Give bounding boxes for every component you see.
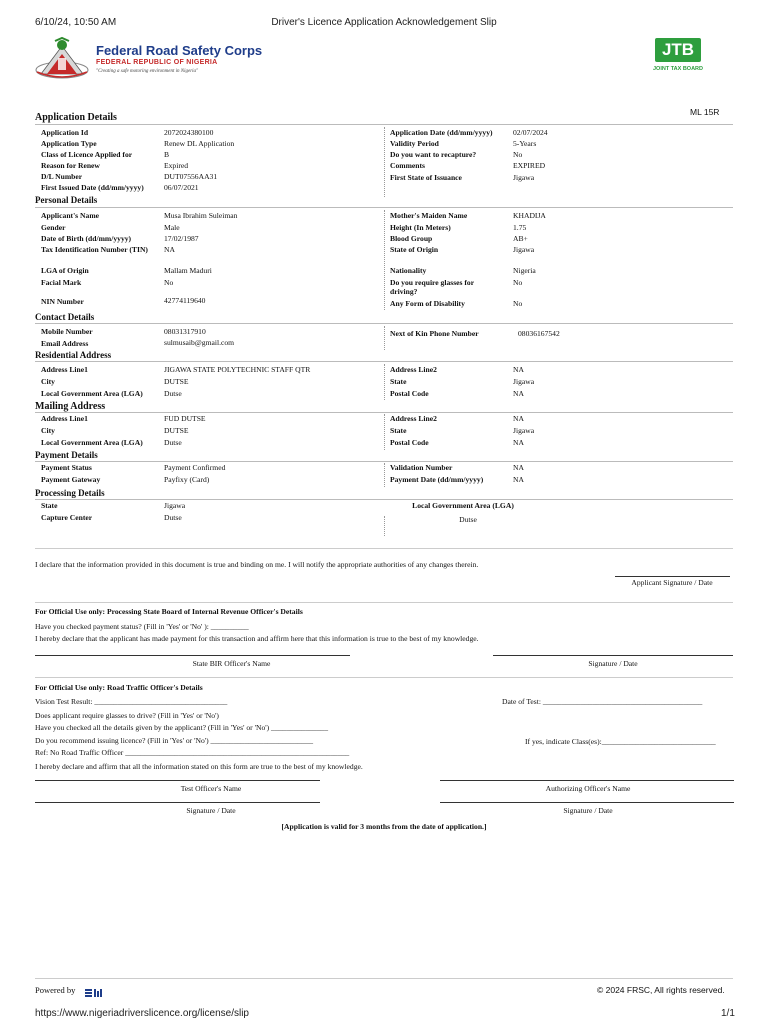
label-res-lga: Local Government Area (LGA) <box>41 389 143 398</box>
value-application-date: 02/07/2024 <box>513 128 548 137</box>
value-next-of-kin: 08036167542 <box>518 329 560 338</box>
value-capture-center: Dutse <box>164 513 182 522</box>
label-first-state: First State of Issuance <box>390 173 462 182</box>
org-name: Federal Road Safety Corps <box>96 43 263 58</box>
value-nin: 42774119640 <box>164 296 206 305</box>
value-licence-class: B <box>164 150 170 159</box>
signature-line <box>615 576 730 577</box>
rto-glasses-question: Does applicant require glasses to drive? (Fill in 'Yes' or 'No') <box>35 711 219 720</box>
label-application-id: Application Id <box>41 128 89 137</box>
divider <box>35 548 733 549</box>
column-separator <box>384 364 385 400</box>
value-res-address1: JIGAWA STATE POLYTECHNIC STAFF QTR <box>164 365 311 374</box>
signature-line <box>35 655 350 656</box>
label-mother-maiden: Mother's Maiden Name <box>390 211 468 220</box>
label-licence-class: Class of Licence Applied for <box>41 150 133 159</box>
value-mother-maiden: KHADIJA <box>513 211 546 220</box>
label-res-state: State <box>390 377 407 386</box>
value-mail-address1: FUD DUTSE <box>164 414 206 423</box>
label-res-postal: Postal Code <box>390 389 429 398</box>
label-mobile: Mobile Number <box>41 327 93 336</box>
label-blood-group: Blood Group <box>390 234 433 243</box>
print-datetime: 6/10/24, 10:50 AM <box>35 17 117 28</box>
value-mobile: 08031317910 <box>164 327 206 336</box>
section-contact: Contact Details <box>35 312 95 322</box>
label-dl-number: D/L Number <box>41 172 83 181</box>
divider <box>35 499 733 500</box>
label-validity: Validity Period <box>390 139 439 148</box>
label-state-origin: State of Origin <box>390 245 439 254</box>
value-disability: No <box>513 299 523 308</box>
label-res-city: City <box>41 377 55 386</box>
label-email: Email Address <box>41 339 89 348</box>
column-separator <box>384 210 385 310</box>
value-res-lga: Dutse <box>164 389 182 398</box>
signature-line <box>35 780 320 781</box>
value-res-address2: NA <box>513 365 524 374</box>
label-first-issued: First Issued Date (dd/mm/yyyy) <box>41 183 144 192</box>
value-email: sulmusaib@gmail.com <box>164 338 235 347</box>
rto-vision-test: Vision Test Result: ___________________________________ <box>35 697 228 706</box>
birs-title: For Official Use only: Processing State Board of Internal Revenue Officer's Details <box>35 607 303 616</box>
label-application-date: Application Date (dd/mm/yyyy) <box>390 128 493 137</box>
label-mail-address2: Address Line2 <box>390 414 437 423</box>
label-applicant-name: Applicant's Name <box>41 211 100 220</box>
divider <box>35 124 733 125</box>
value-validity: 5-Years <box>513 139 537 148</box>
section-processing: Processing Details <box>35 488 105 498</box>
value-res-city: DUTSE <box>164 377 189 386</box>
rto-reference: Ref: No Road Traffic Officer ___________________________________________________________ <box>35 748 350 757</box>
org-sub: FEDERAL REPUBLIC OF NIGERIA <box>96 59 218 66</box>
divider <box>35 361 733 362</box>
label-mail-city: City <box>41 426 55 435</box>
validity-notice: [Application is valid for 3 months from the date of application.] <box>281 822 487 831</box>
rto-title: For Official Use only: Road Traffic Officer's Details <box>35 683 203 692</box>
label-facial-mark: Facial Mark <box>41 278 82 287</box>
signature-line <box>440 802 734 803</box>
jtb-logo: JTB <box>655 38 701 62</box>
value-facial-mark: No <box>164 278 174 287</box>
label-gender: Gender <box>41 223 66 232</box>
powered-by-label: Powered by <box>35 985 76 995</box>
divider <box>35 461 733 462</box>
section-application: Application Details <box>35 112 117 123</box>
birs-officer-name-label: State BIR Officer's Name <box>192 659 271 668</box>
label-height: Height (In Meters) <box>390 223 451 232</box>
divider <box>35 677 733 678</box>
label-recapture: Do you want to recapture? <box>390 150 477 159</box>
value-payment-date: NA <box>513 475 524 484</box>
test-officer-signature-label: Signature / Date <box>186 806 236 815</box>
section-payment: Payment Details <box>35 450 98 460</box>
label-payment-status: Payment Status <box>41 463 92 472</box>
label-capture-center: Capture Center <box>41 513 93 522</box>
value-glasses: No <box>513 278 523 287</box>
print-page-number: 1/1 <box>721 1008 735 1019</box>
label-disability: Any Form of Disability <box>390 299 465 308</box>
value-applicant-name: Musa Ibrahim Suleiman <box>164 211 238 220</box>
value-proc-state: Jigawa <box>164 501 186 510</box>
label-proc-lga: Local Government Area (LGA) <box>412 501 514 510</box>
column-separator <box>384 127 385 197</box>
authorizing-officer-signature-label: Signature / Date <box>563 806 613 815</box>
divider <box>35 602 733 603</box>
copyright: © 2024 FRSC, All rights reserved. <box>597 985 725 995</box>
value-mail-postal: NA <box>513 438 524 447</box>
label-next-of-kin: Next of Kin Phone Number <box>390 329 479 338</box>
divider <box>35 207 733 208</box>
print-url[interactable]: https://www.nigeriadriverslicence.org/license/slip <box>35 1008 249 1019</box>
value-validation-number: NA <box>513 463 524 472</box>
frsc-emblem-icon <box>33 36 91 82</box>
value-dl-number: DUT07556AA31 <box>164 172 218 181</box>
value-res-postal: NA <box>513 389 524 398</box>
value-nationality: Nigeria <box>513 266 536 275</box>
authorizing-officer-name-label: Authorizing Officer's Name <box>545 784 631 793</box>
column-separator <box>384 414 385 450</box>
signature-line <box>35 802 320 803</box>
birs-payment-question: Have you checked payment status? (Fill in 'Yes' or 'No' ): __________ <box>35 622 249 631</box>
print-title: Driver's Licence Application Acknowledgement Slip <box>271 17 497 28</box>
declaration-text: I declare that the information provided in this document is true and binding on me. I will notify the appropriate authorities of any changes therein. <box>35 560 479 569</box>
divider <box>35 978 733 979</box>
value-dob: 17/02/1987 <box>164 234 199 243</box>
value-blood-group: AB+ <box>513 234 528 243</box>
value-reason-renew: Expired <box>164 161 189 170</box>
label-reason-renew: Reason for Renew <box>41 161 100 170</box>
rto-declaration: I hereby declare and affirm that all the information stated on this form are true to the best of my knowledge. <box>35 762 363 771</box>
rto-checked-question: Have you checked all the details given by the applicant? (Fill in 'Yes' or 'No') _______________ <box>35 723 328 732</box>
divider <box>35 412 733 413</box>
value-application-id: 2072024380100 <box>164 128 214 137</box>
label-payment-date: Payment Date (dd/mm/yyyy) <box>390 475 484 484</box>
column-separator <box>384 463 385 487</box>
value-proc-lga: Dutse <box>459 515 477 524</box>
form-code: ML 15R <box>690 107 720 117</box>
label-dob: Date of Birth (dd/mm/yyyy) <box>41 234 132 243</box>
value-mail-state: Jigawa <box>513 426 535 435</box>
value-recapture: No <box>513 150 523 159</box>
label-lga-origin: LGA of Origin <box>41 266 89 275</box>
column-separator <box>384 326 385 350</box>
rto-class-question: If yes, indicate Class(es):______________________________ <box>525 737 716 746</box>
label-application-type: Application Type <box>41 139 97 148</box>
divider <box>35 323 733 324</box>
signature-line <box>493 655 733 656</box>
birs-signature-label: Signature / Date <box>588 659 638 668</box>
label-mail-postal: Postal Code <box>390 438 429 447</box>
label-res-address1: Address Line1 <box>41 365 88 374</box>
value-mail-lga: Dutse <box>164 438 182 447</box>
label-res-address2: Address Line2 <box>390 365 437 374</box>
value-gender: Male <box>164 223 180 232</box>
section-mailing: Mailing Address <box>35 401 106 412</box>
org-tagline: "Creating a safe motoring environment in Nigeria" <box>96 69 199 74</box>
rto-date-of-test: Date of Test: __________________________________________ <box>502 697 703 706</box>
label-payment-gateway: Payment Gateway <box>41 475 101 484</box>
value-lga-origin: Mallam Maduri <box>164 266 212 275</box>
applicant-signature-label: Applicant Signature / Date <box>631 578 713 587</box>
label-tin: Tax Identification Number (TIN) <box>41 245 148 254</box>
label-comments: Comments <box>390 161 426 170</box>
powered-by-logo-icon <box>85 985 103 995</box>
signature-line <box>440 780 734 781</box>
label-nin: NIN Number <box>41 297 84 306</box>
label-mail-address1: Address Line1 <box>41 414 88 423</box>
value-tin: NA <box>164 245 175 254</box>
section-residential: Residential Address <box>35 350 112 360</box>
label-proc-state: State <box>41 501 58 510</box>
label-mail-lga: Local Government Area (LGA) <box>41 438 143 447</box>
value-mail-city: DUTSE <box>164 426 189 435</box>
label-nationality: Nationality <box>390 266 427 275</box>
value-comments: EXPIRED <box>513 161 546 170</box>
value-application-type: Renew DL Application <box>164 139 235 148</box>
value-height: 1.75 <box>513 223 527 232</box>
value-first-state: Jigawa <box>513 173 535 182</box>
test-officer-name-label: Test Officer's Name <box>180 784 242 793</box>
rto-recommend-question: Do you recommend issuing licence? (Fill in 'Yes' or 'No') ___________________________ <box>35 736 314 745</box>
birs-declaration: I hereby declare that the applicant has made payment for this transaction and affirm here that this information is true to the best of my knowledge. <box>35 634 479 643</box>
section-personal: Personal Details <box>35 195 98 205</box>
value-state-origin: Jigawa <box>513 245 535 254</box>
value-payment-gateway: Payfixy (Card) <box>164 475 210 484</box>
value-first-issued: 06/07/2021 <box>164 183 199 192</box>
value-mail-address2: NA <box>513 414 524 423</box>
value-payment-status: Payment Confirmed <box>164 463 226 472</box>
value-res-state: Jigawa <box>513 377 535 386</box>
jtb-name: JOINT TAX BOARD <box>652 66 703 72</box>
label-glasses: Do you require glasses for driving? <box>390 278 474 296</box>
label-validation-number: Validation Number <box>390 463 453 472</box>
label-mail-state: State <box>390 426 407 435</box>
